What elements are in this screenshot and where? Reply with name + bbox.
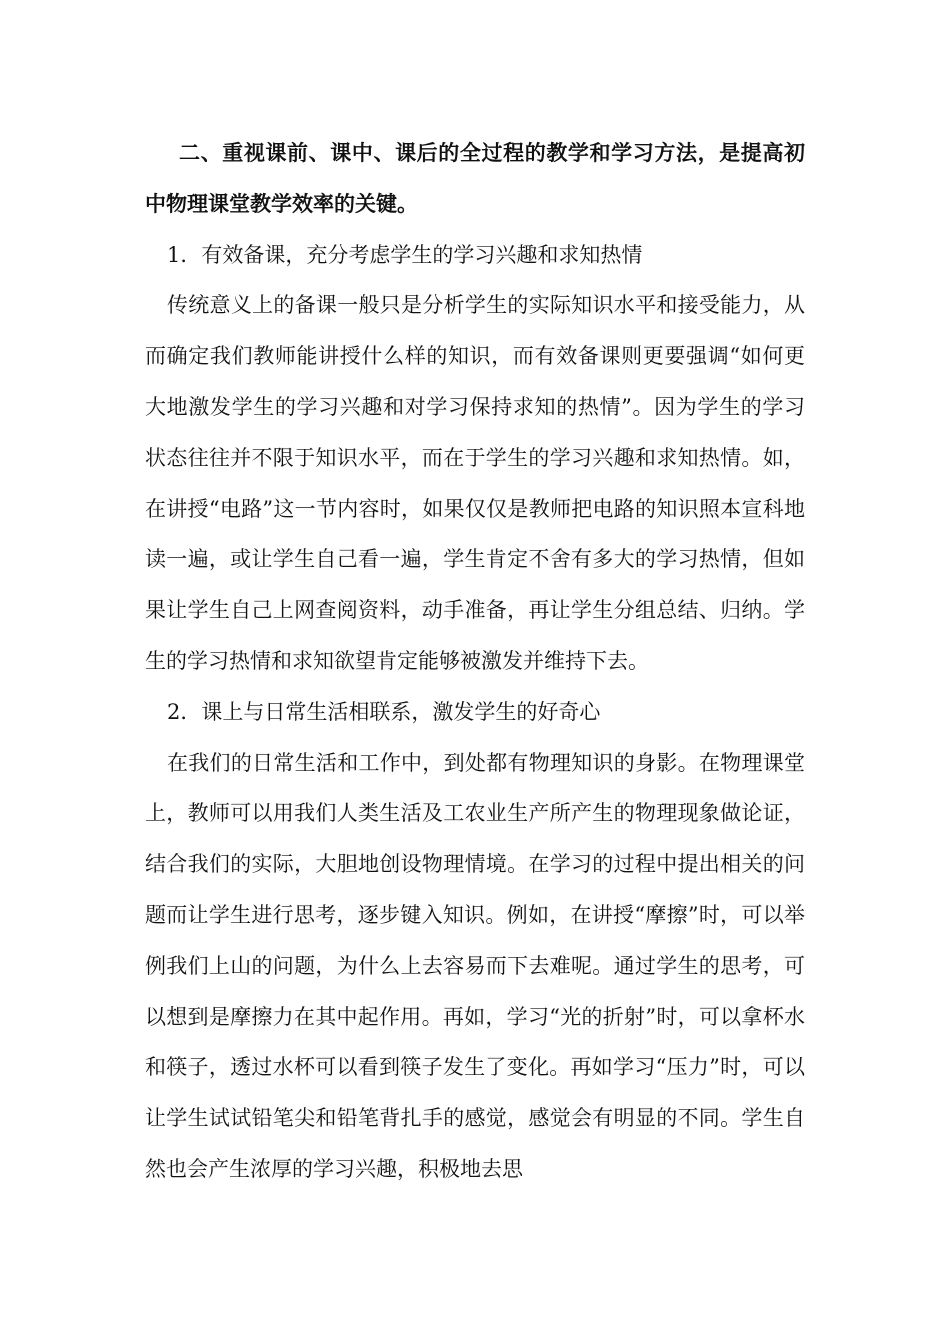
- item-1-body: 传统意义上的备课一般只是分析学生的实际知识水平和接受能力，从而确定我们教师能讲授什么样的知识，而有效备课则更要强调“如何更大地激发学生的学习兴趣和对学习保持求知的热情”。因为学生的学习状态往往并不限于知识水平，而在于学生的学习兴趣和求知热情。如，在讲授“电路”这一节内容时，如果仅仅是教师把电路的知识照本宣科地读一遍，或让学生自己看一遍，学生肯定不舍有多大的学习热情，但如果让学生自己上网查阅资料，动手准备，再让学生分组总结、归纳。学生的学习热情和求知欲望肯定能够被激发并维持下去。: [145, 293, 805, 673]
- item-2-body: 在我们的日常生活和工作中，到处都有物理知识的身影。在物理课堂上，教师可以用我们人类生活及工农业生产所产生的物理现象做论证，结合我们的实际，大胆地创设物理情境。在学习的过程中提出相关的问题而让学生进行思考，逐步键入知识。例如，在讲授“摩擦”时，可以举例我们上山的问题，为什么上去容易而下去难呢。通过学生的思考，可以想到是摩擦力在其中起作用。再如，学习“光的折射”时，可以拿杯水和筷子，透过水杯可以看到筷子发生了变化。再如学习“压力”时，可以让学生试试铅笔尖和铅笔背扎手的感觉，感觉会有明显的不同。学生自然也会产生浓厚的学习兴趣，积极地去思: [145, 750, 805, 1181]
- document-page: [145, 128, 805, 1195]
- item-1-title: 1．有效备课，充分考虑学生的学习兴趣和求知热情: [167, 242, 643, 267]
- item-2-title: 2．课上与日常生活相联系，激发学生的好奇心: [167, 699, 601, 724]
- section-heading: 二、重视课前、课中、课后的全过程的教学和学习方法，是提高初中物理课堂教学效率的关键。: [145, 140, 805, 216]
